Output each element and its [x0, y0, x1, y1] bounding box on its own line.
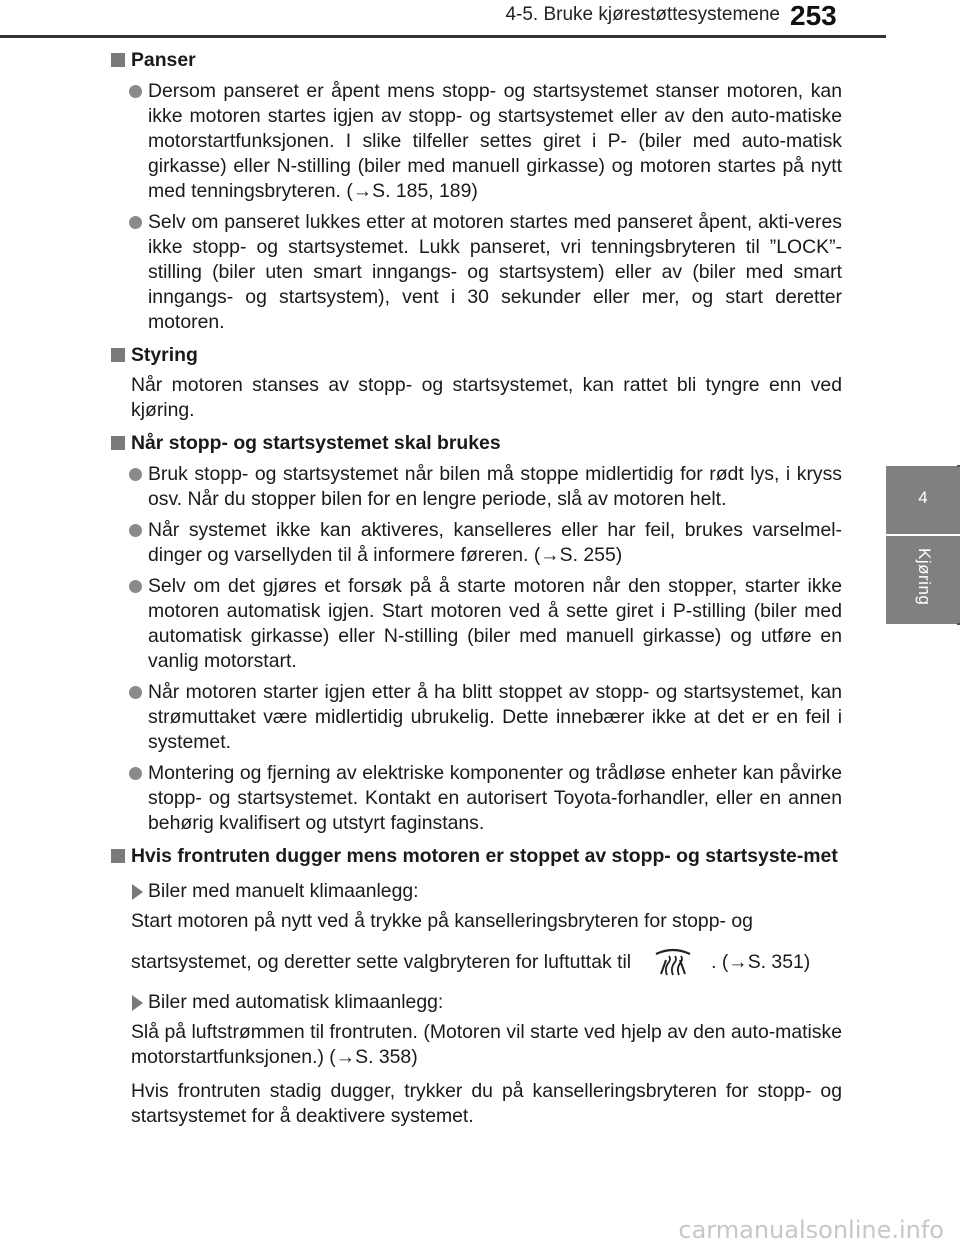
list-item: Bruk stopp- og startsystemet når bilen må stoppe midlertidig for rødt lys, i kryss osv. Når du stopper bilen for en lengre periode, slå av motoren helt. [110, 462, 842, 512]
circle-bullet-icon [129, 468, 142, 481]
circle-bullet-icon [129, 524, 142, 537]
list-item: Når systemet ikke kan aktiveres, kanselleres eller har feil, brukes varselmel-dinger og varsellyden til å informere føreren. (→S. 255) [110, 518, 842, 568]
page-number: 253 [790, 0, 837, 31]
paragraph: Hvis frontruten stadig dugger, trykker du på kanselleringsbryteren for stopp- og startsystemet for å deaktivere systemet. [131, 1080, 842, 1127]
chapter-tab-divider [886, 534, 960, 536]
section-heading-panser: Panser [110, 48, 842, 73]
square-bullet-icon [111, 849, 125, 863]
paragraph: Start motoren på nytt ved å trykke på kanselleringsbryteren for stopp- og [131, 910, 753, 932]
paragraph-with-icon: startsystemet, og deretter sette valgbryteren for luftuttak til . (→S. 351) [110, 944, 842, 980]
list-item: Montering og fjerning av elektriske komponenter og trådløse enheter kan påvirke stopp- og startsystemet. Kontakt en autorisert Toyota-forhandler, eller en annen behørig kvalifisert og utstyrt faginstans. [110, 761, 842, 836]
circle-bullet-icon [129, 580, 142, 593]
triangle-bullet-icon [132, 995, 143, 1011]
square-bullet-icon [111, 436, 125, 450]
circle-bullet-icon [129, 767, 142, 780]
list-item: Selv om panseret lukkes etter at motoren startes med panseret åpent, akti-veres ikke stopp- og startsystemet. Lukk panseret, vri tenningsbryteren til ”LOCK”-stilling (biler uten smart inngangs- og startsystem) eller av (biler med smart inngangs- og startsystem), vent i 30 sekunder eller mer, og start deretter motoren. [110, 210, 842, 335]
paragraph: Når motoren stanses av stopp- og startsystemet, kan rattet bli tyngre enn ved kjøring. [131, 374, 842, 421]
list-item: Selv om det gjøres et forsøk på å starte motoren når den stopper, starter ikke motoren automatisk igjen. Start motoren ved å sette giret i P-stilling (biler med automatisk girkasse) eller N-stilling (biler med manuell girkasse) og utføre en vanlig motorstart. [110, 574, 842, 674]
page-content [110, 48, 842, 1129]
circle-bullet-icon [129, 85, 142, 98]
chapter-label: Kjøring [915, 548, 934, 606]
header-rule [0, 35, 886, 38]
watermark: carmanualsonline.info [678, 1216, 944, 1244]
section-heading-styring: Styring [110, 343, 842, 368]
circle-bullet-icon [129, 686, 142, 699]
defroster-icon [653, 947, 693, 979]
sub-heading-manual: Biler med manuelt klimaanlegg: [110, 879, 842, 904]
chapter-number: 4 [918, 488, 928, 507]
triangle-bullet-icon [132, 884, 143, 900]
list-item: Dersom panseret er åpent mens stopp- og startsystemet stanser motoren, kan ikke motoren startes igjen av stopp- og startsystemet eller av den auto-matiske motorstartfunksjonen. I slike tilfeller settes giret i P- (biler med auto-matisk girkasse) eller N-stilling (biler med manuell girkasse) og motoren startes på nytt med tenningsbryteren. (→S. 185, 189) [110, 79, 842, 204]
section-heading-fogging: Hvis frontruten dugger mens motoren er stoppet av stopp- og startsyste-met [110, 844, 842, 869]
square-bullet-icon [111, 53, 125, 67]
section-title: 4-5. Bruke kjørestøttesystemene [505, 4, 780, 25]
square-bullet-icon [111, 348, 125, 362]
list-item: Når motoren starter igjen etter å ha blitt stoppet av stopp- og startsystemet, kan strømuttaket være midlertidig ubrukelig. Dette innebærer ikke at det er en feil i systemet. [110, 680, 842, 755]
circle-bullet-icon [129, 216, 142, 229]
paragraph: Slå på luftstrømmen til frontruten. (Motoren vil starte ved hjelp av den auto-matiske motorstartfunksjonen.) (→S. 358) [131, 1021, 842, 1068]
section-heading-usage: Når stopp- og startsystemet skal brukes [110, 431, 842, 456]
sub-heading-automatic: Biler med automatisk klimaanlegg: [110, 990, 842, 1015]
